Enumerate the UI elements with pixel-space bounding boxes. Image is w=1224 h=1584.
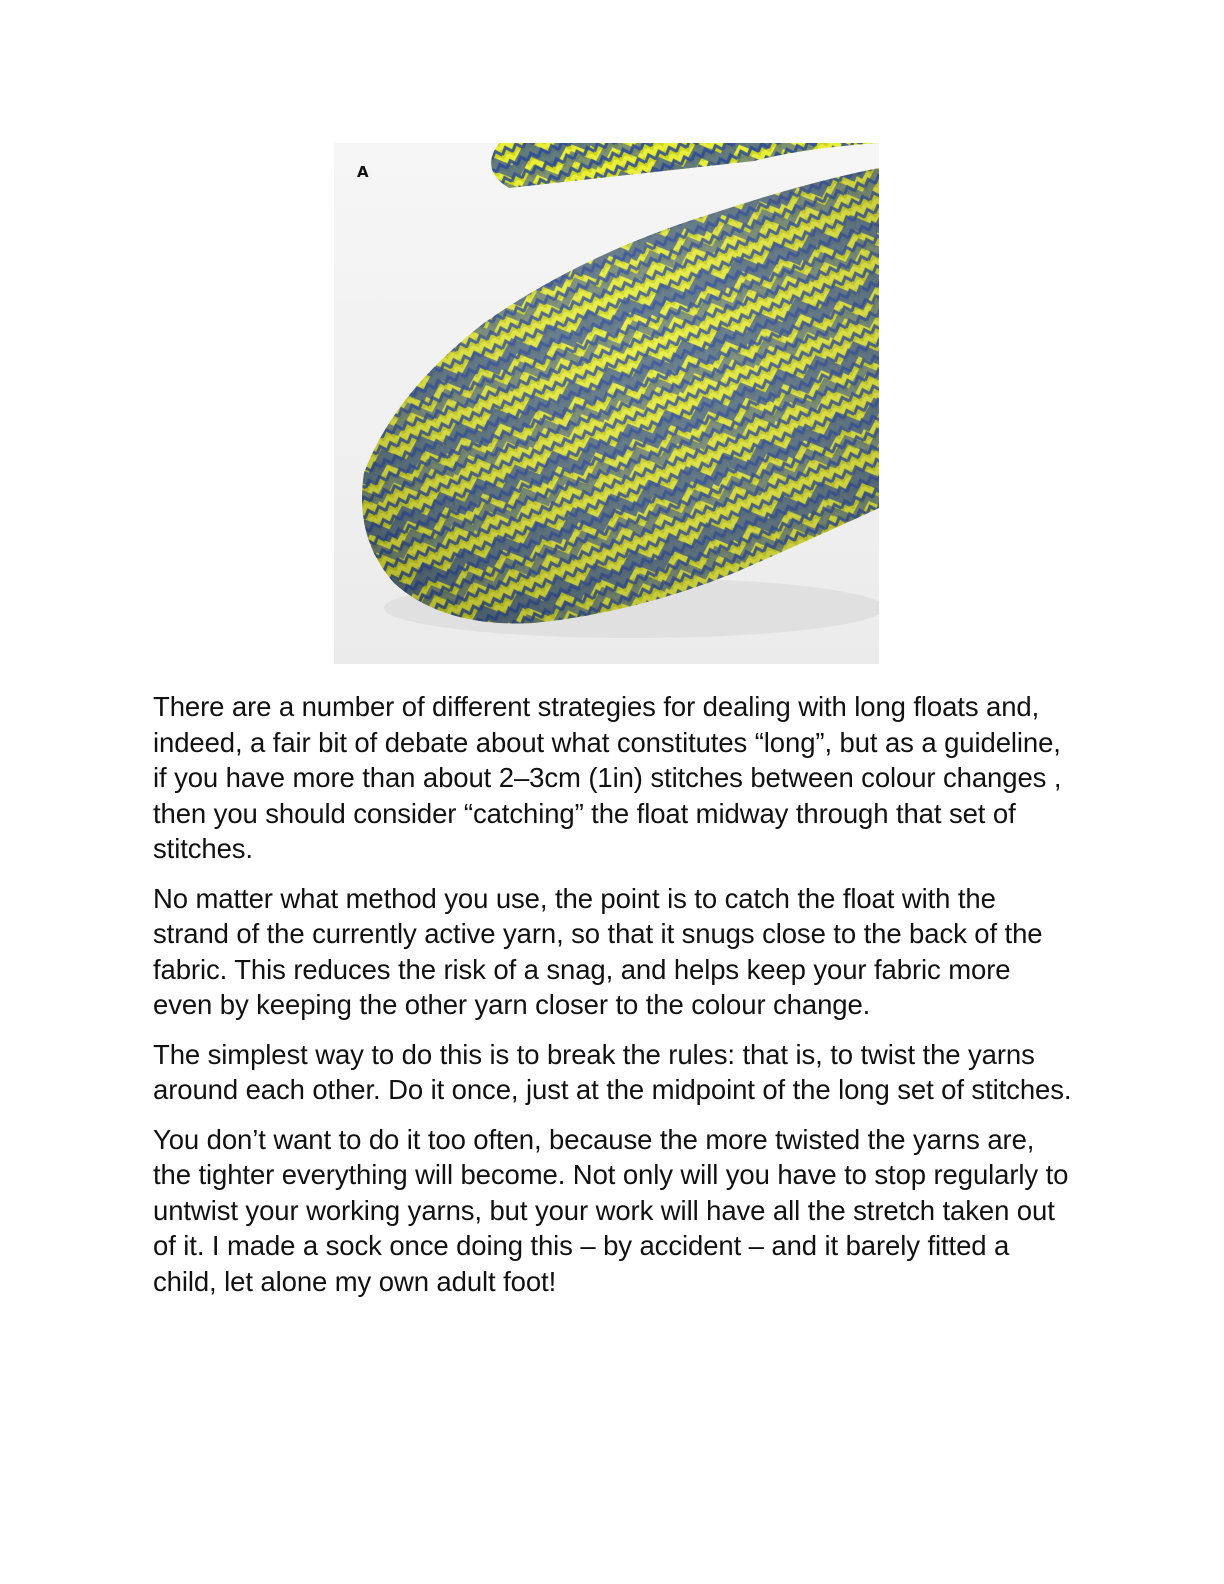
figure-label: A	[357, 163, 369, 181]
paragraph-dont-overtwist: You don’t want to do it too often, because the more twisted the yarns are, the tighter everything will become. Not only will you have to stop regularly to untwist your working yarns, but your work will have all the stretch taken out of it. I made a sock once doing this – by accident – and it barely fitted a child, let alone my own adult foot!	[153, 1123, 1069, 1297]
knitted-sock-photo	[334, 143, 879, 664]
paragraph-floats-strategies: There are a number of different strategies for dealing with long floats and, indeed, a fair bit of debate about what constitutes “long”, but as a guideline, if you have more than about 2–3cm (1in) stitches between colour changes , then you should consider “catching” the float midway through that set of stitches.	[153, 691, 1062, 864]
body-text	[153, 689, 1073, 1313]
paragraph-simplest-way: The simplest way to do this is to break the rules: that is, to twist the yarns around each other. Do it once, just at the midpoint of the long set of stitches.	[153, 1038, 1072, 1105]
paragraph-catch-float: No matter what method you use, the point is to catch the float with the strand of the currently active yarn, so that it snugs close to the back of the fabric. This reduces the risk of a snag, and helps keep your fabric more even by keeping the other yarn closer to the colour change.	[153, 882, 1043, 1020]
sock-illustration	[334, 143, 879, 664]
